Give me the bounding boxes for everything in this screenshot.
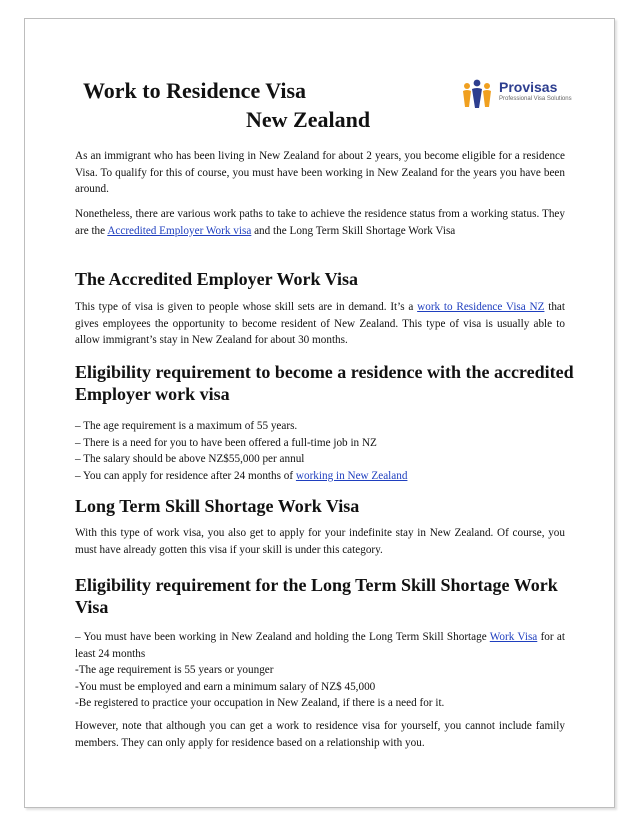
closing-paragraph: However, note that although you can get a work to residence visa for yourself, you cannot include family members. They can only apply for residence based on a relationship with you. bbox=[75, 720, 565, 749]
list-item: – You can apply for residence after 24 months of working in New Zealand bbox=[75, 469, 408, 482]
provisas-logo bbox=[459, 79, 589, 109]
working-in-new-zealand-link[interactable]: working in New Zealand bbox=[295, 469, 408, 482]
intro-paragraph-2: Nonetheless, there are various work paths to take to achieve the residence status from a working status. They are the Accredited Employer Work visa and the Long Term Skill Shortage Work Visa bbox=[75, 208, 565, 237]
logo-name: Provisas bbox=[499, 79, 558, 95]
list-item: – You must have been working in New Zealand and holding the Long Term Skill Shortage Work Visa for at least 24 months bbox=[75, 631, 565, 660]
eligibility-accredited-list bbox=[75, 418, 565, 484]
list-item: -Be registered to practice your occupation in New Zealand, if there is a need for it. bbox=[75, 697, 445, 710]
page-subtitle: New Zealand bbox=[246, 107, 371, 132]
work-visa-link[interactable]: Work Visa bbox=[489, 631, 538, 643]
list-item: – There is a need for you to have been offered a full-time job in NZ bbox=[75, 436, 377, 449]
eligibility-long-term-list bbox=[75, 629, 565, 712]
logo-tagline: Professional Visa Solutions bbox=[499, 96, 572, 102]
list-item: -You must be employed and earn a minimum salary of NZ$ 45,000 bbox=[75, 680, 376, 693]
accredited-employer-work-visa-link[interactable]: Accredited Employer Work visa bbox=[107, 224, 252, 237]
section-heading-eligibility-accredited: Eligibility requirement to become a residence with the accredited Employer work visa bbox=[75, 362, 574, 404]
provisas-logo-icon bbox=[459, 79, 495, 109]
intro-paragraph-1: As an immigrant who has been living in New Zealand for about 2 years, you become eligible for a residence Visa. To qualify for this of course, you must have been working in New Zealand for the years you have been around. bbox=[75, 150, 565, 196]
list-item: – The age requirement is a maximum of 55 years. bbox=[75, 420, 298, 432]
long-term-skill-shortage-paragraph: With this type of work visa, you also get to apply for your indefinite stay in New Zealand. Of course, you must have already gotten this visa if your skill is under this category. bbox=[75, 527, 565, 556]
list-item: – The salary should be above NZ$55,000 per annul bbox=[75, 453, 305, 466]
section-heading-eligibility-long-term: Eligibility requirement for the Long Term Skill Shortage Work Visa bbox=[75, 575, 558, 617]
list-item: -The age requirement is 55 years or younger bbox=[75, 664, 274, 677]
page-title: Work to Residence Visa bbox=[83, 78, 307, 103]
work-to-residence-visa-nz-link[interactable]: work to Residence Visa NZ bbox=[417, 301, 545, 313]
section-heading-accredited-employer: The Accredited Employer Work Visa bbox=[75, 269, 359, 289]
accredited-employer-paragraph: This type of visa is given to people whose skill sets are in demand. It’s a work to Residence Visa NZ that gives employees the opportunity to become resident of New Zealand. This type of visa is usually able to allow immigrant’s stay in New Zealand for about 30 months. bbox=[75, 301, 565, 347]
section-heading-long-term-skill-shortage: Long Term Skill Shortage Work Visa bbox=[75, 496, 360, 516]
